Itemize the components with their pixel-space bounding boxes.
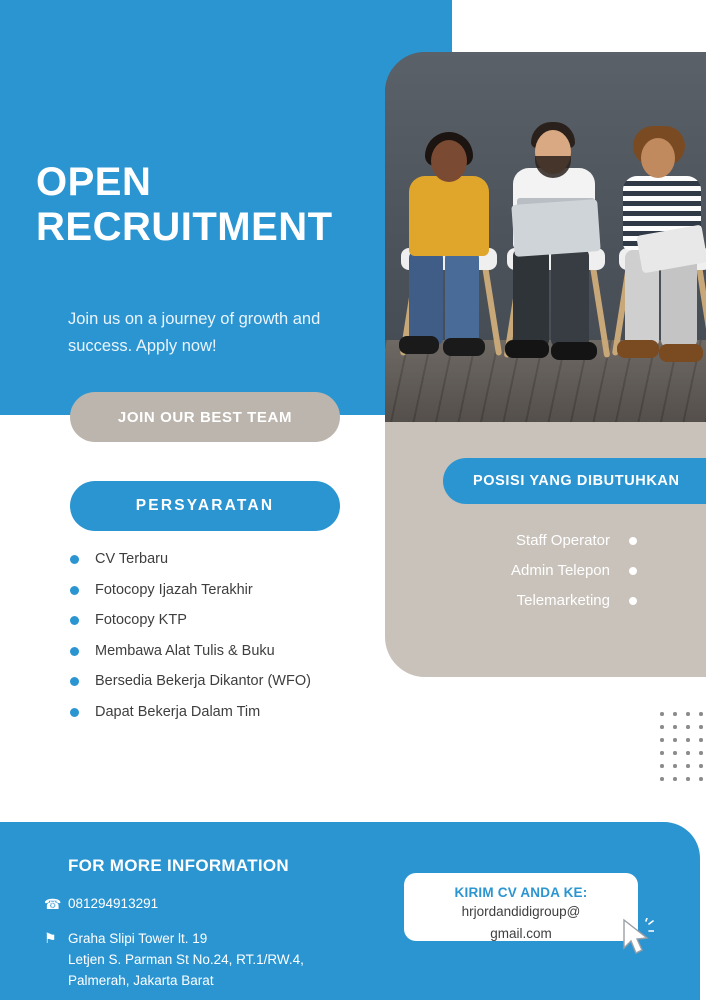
list-item [68,670,388,692]
requirement-label: Fotocopy KTP [95,612,187,628]
title-line-1: OPEN [36,160,152,204]
address-line-1: Graha Slipi Tower lt. 19 [68,931,208,946]
grid-dot [699,751,703,755]
grid-dot [686,738,690,742]
list-item [430,590,645,612]
person-shoe [505,340,549,358]
list-item [430,560,645,582]
bullet-icon [70,555,79,564]
dot-grid-decoration [660,712,706,784]
grid-dot [699,738,703,742]
person-shoe [617,340,659,358]
phone-icon: ☎ [44,896,62,912]
title-line-2: RECRUITMENT [36,204,333,249]
grid-dot [673,777,677,781]
requirement-label: CV Terbaru [95,551,169,567]
grid-dot [686,751,690,755]
person-shoe [551,342,597,360]
position-label: Telemarketing [516,592,610,609]
cv-submission-card[interactable] [404,873,638,941]
contact-address [68,929,368,992]
grid-dot [699,777,703,781]
grid-dot [686,712,690,716]
grid-dot [686,764,690,768]
cursor-icon [620,918,654,958]
requirement-label: Fotocopy Ijazah Terakhir [95,581,253,598]
hero-subtitle: Join us on a journey of growth and success. Apply now! [68,310,321,355]
bullet-icon [70,708,79,717]
hero-photo [385,52,706,422]
position-label: Admin Telepon [511,562,610,579]
requirement-label: Membawa Alat Tulis & Buku [95,642,275,659]
location-pin-icon: ⚑ [44,930,57,946]
grid-dot [673,764,677,768]
grid-dot [673,712,677,716]
person-leg [409,250,443,346]
person-shoe [443,338,485,356]
grid-dot [660,725,664,729]
bullet-icon [70,586,79,595]
page-title [36,160,333,250]
list-item [68,701,388,723]
bullet-icon [70,616,79,625]
bullet-icon [70,677,79,686]
list-item [68,640,388,662]
bullet-icon [70,647,79,656]
footer-heading: FOR MORE INFORMATION [68,856,289,875]
bullet-icon [629,567,637,575]
person-head [431,140,467,182]
grid-dot [660,751,664,755]
requirement-label: Bersedia Bekerja Dikantor (WFO) [95,673,311,689]
person-shoe [659,344,703,362]
grid-dot [673,738,677,742]
grid-dot [660,777,664,781]
grid-dot [699,764,703,768]
cv-card-email-line-2: gmail.com [490,925,552,941]
address-line-3: Palmerah, Jakarta Barat [68,972,214,988]
grid-dot [686,777,690,781]
laptop [511,199,600,257]
person-shoe [399,336,439,354]
requirements-list [68,548,388,731]
requirements-heading: PERSYARATAN [70,481,340,531]
person-leg [551,248,589,348]
requirement-label: Dapat Bekerja Dalam Tim [95,703,261,720]
bullet-icon [629,597,637,605]
grid-dot [673,751,677,755]
person-head [641,138,675,178]
grid-dot [660,738,664,742]
person-leg [445,250,479,346]
list-item [68,609,388,631]
cv-card-email-line-1: hrjordandidigroup@ [461,904,581,919]
cv-card-title: KIRIM CV ANDA KE: [454,885,588,900]
person-leg [513,248,549,348]
list-item [68,579,388,601]
list-item [430,530,645,552]
position-label: Staff Operator [516,532,610,549]
grid-dot [686,725,690,729]
positions-heading: POSISI YANG DIBUTUHKAN [443,458,706,504]
list-item [68,548,388,570]
grid-dot [699,725,703,729]
grid-dot [673,725,677,729]
bullet-icon [629,537,637,545]
grid-dot [660,712,664,716]
contact-phone: 081294913291 [68,896,159,911]
grid-dot [660,764,664,768]
positions-list [430,530,645,620]
address-line-2: Letjen S. Parman St No.24, RT.1/RW.4, [68,951,304,967]
grid-dot [699,712,703,716]
join-team-button[interactable]: JOIN OUR BEST TEAM [70,392,340,442]
